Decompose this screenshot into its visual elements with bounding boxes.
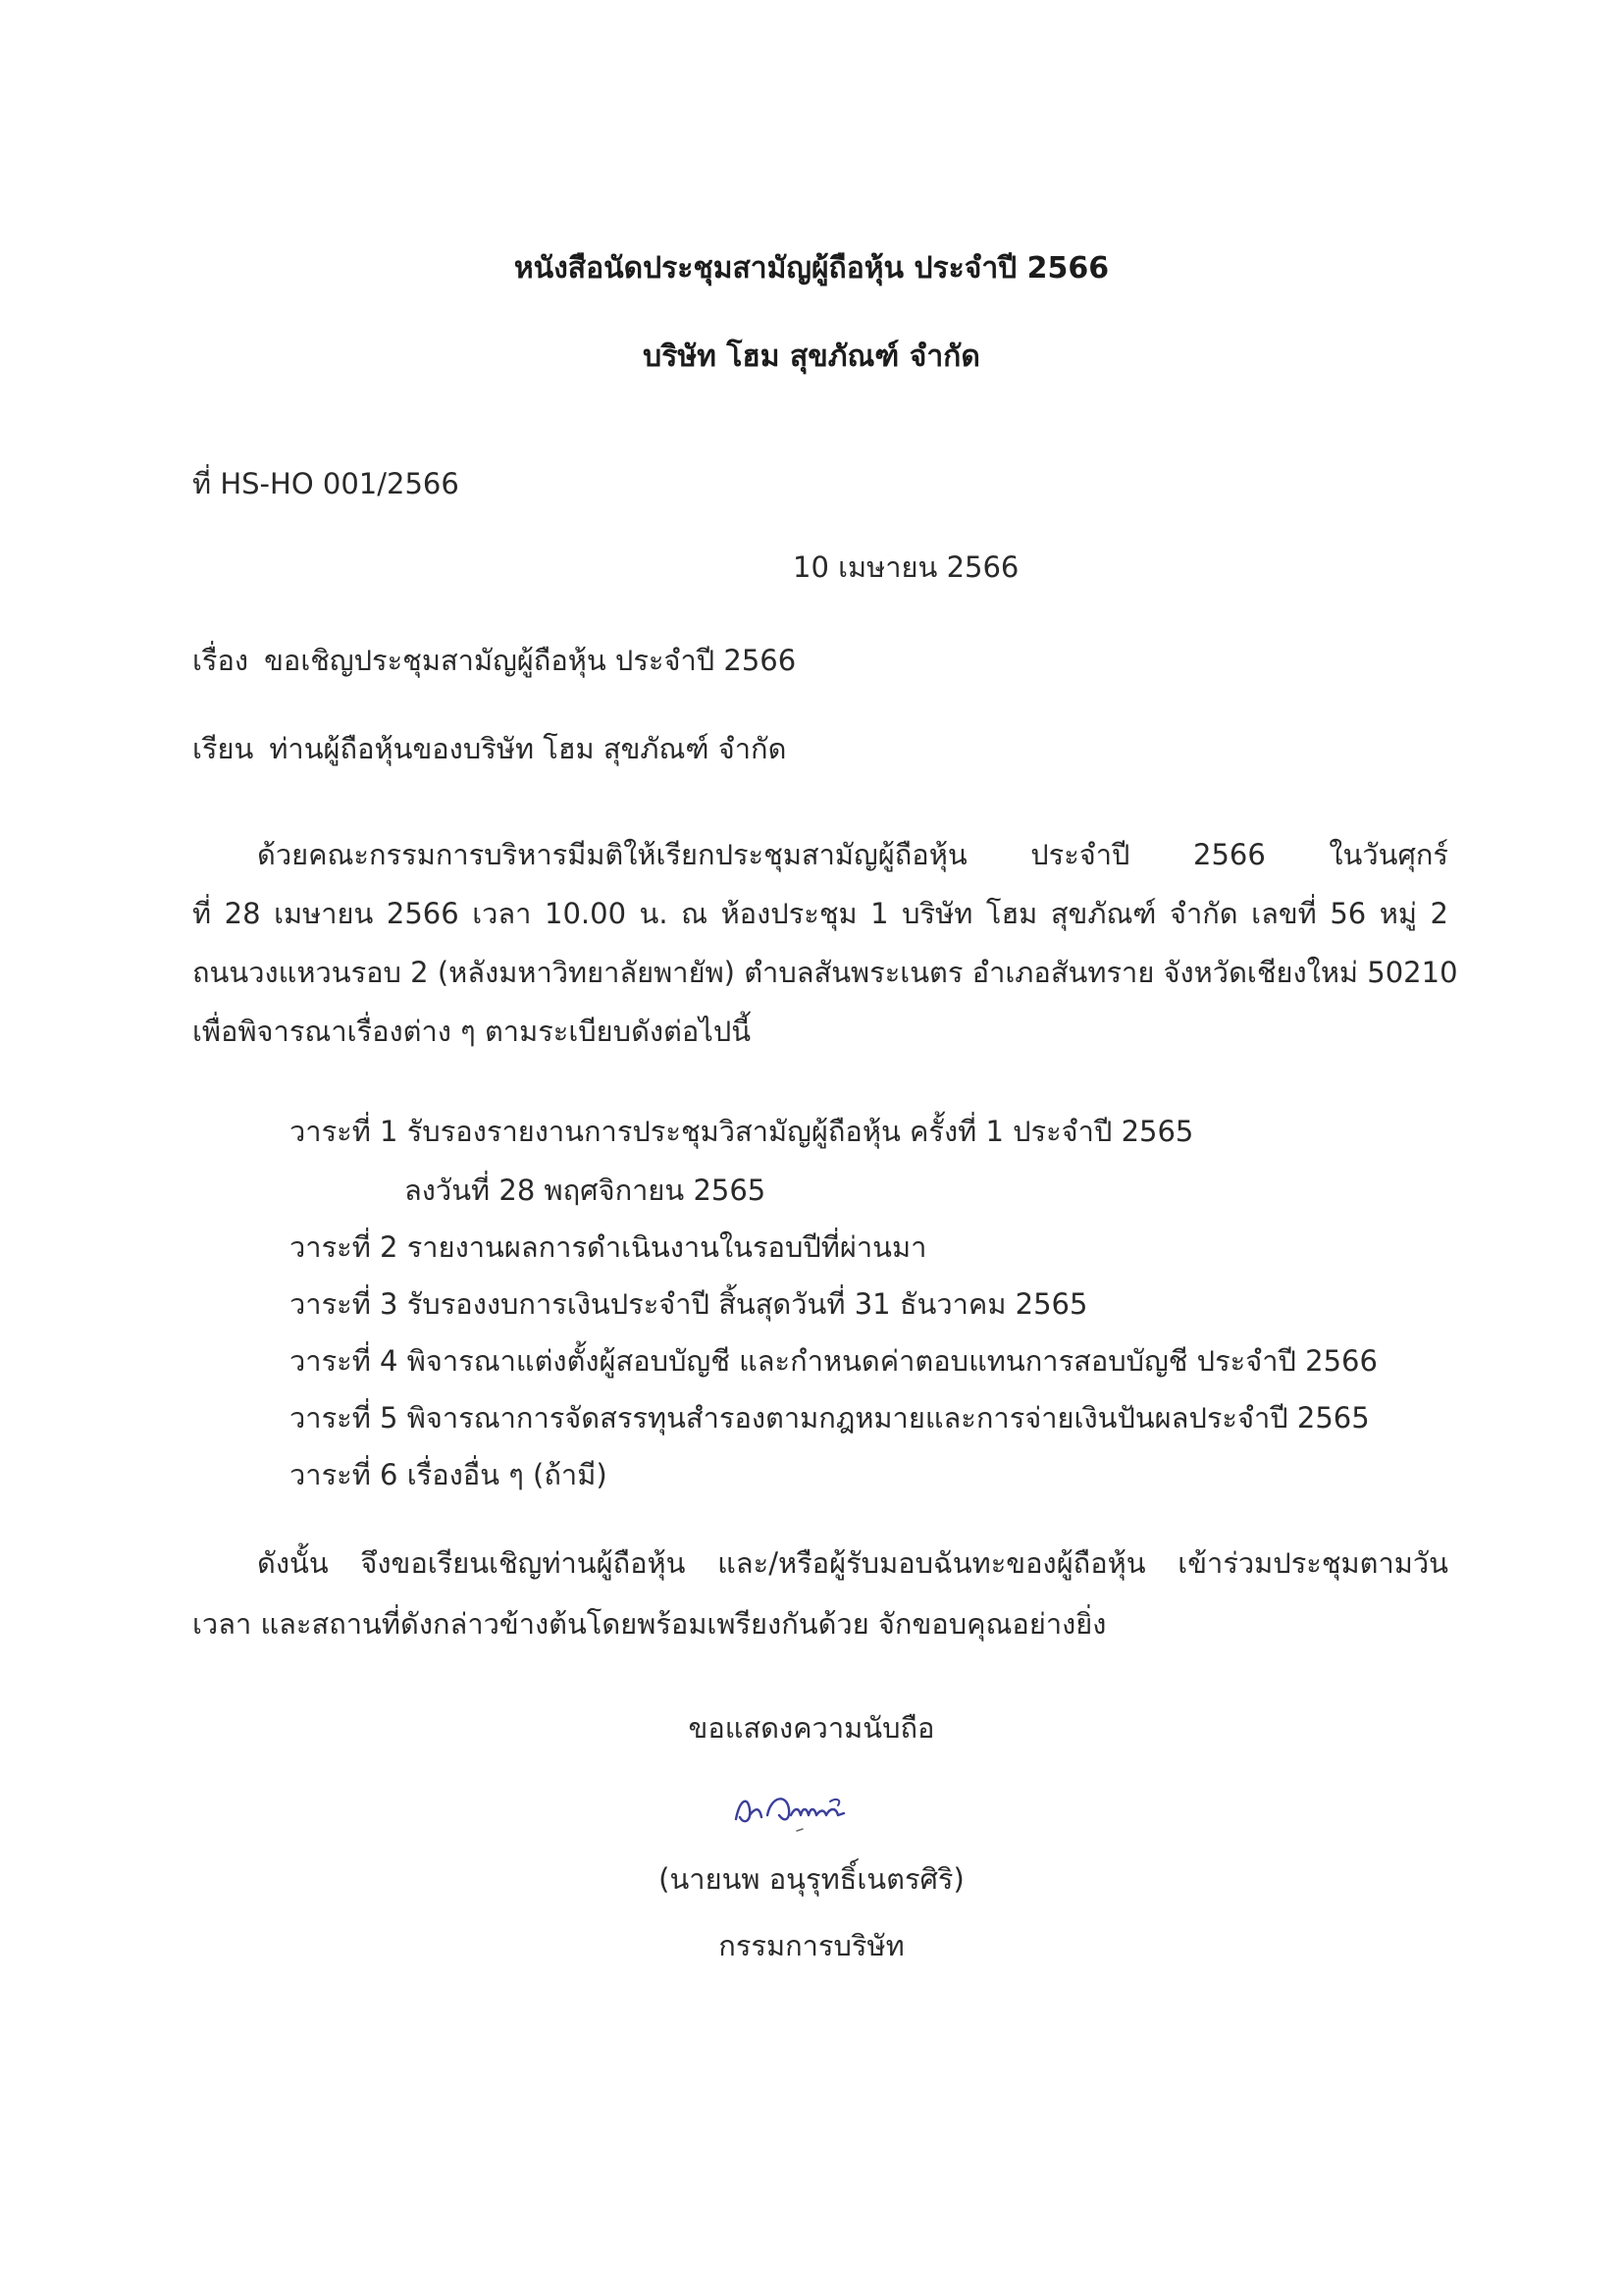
closing-salutation: ขอแสดงความนับถือ <box>688 1711 935 1745</box>
intro-line: ถนนวงแหวนรอบ 2 (หลังมหาวิทยาลัยพายัพ) ตำบลสันพระเนตร อำเภอสันทราย จังหวัดเชียงใหม่ 50210 <box>192 956 1458 989</box>
company-name: บริษัท โฮม สุขภัณฑ์ จำกัด <box>643 339 980 374</box>
subject-label: เรื่อง <box>192 644 249 677</box>
recipient-text: ท่านผู้ถือหุ้นของบริษัท โฮม สุขภัณฑ์ จำกัด <box>269 732 787 765</box>
intro-line: ด้วยคณะกรรมการบริหารมีมติให้เรียกประชุมสามัญผู้ถือหุ้น ประจำปี 2566 ในวันศุกร์ <box>257 838 1448 871</box>
intro-line: เพื่อพิจารณาเรื่องต่าง ๆ ตามระเบียบดังต่อไปนี้ <box>192 1015 752 1048</box>
agenda-item-1-continued: ลงวันที่ 28 พฤศจิกายน 2565 <box>404 1174 766 1207</box>
agenda-item-5: วาระที่ 5 พิจารณาการจัดสรรทุนสำรองตามกฎหมายและการจ่ายเงินปันผลประจำปี 2565 <box>289 1401 1370 1435</box>
intro-line: ที่ 28 เมษายน 2566 เวลา 10.00 น. ณ ห้องประชุม 1 บริษัท โฮม สุขภัณฑ์ จำกัด เลขที่ 56 หมู่ 2 <box>192 897 1448 930</box>
agenda-item-2: วาระที่ 2 รายงานผลการดำเนินงานในรอบปีที่ผ่านมา <box>289 1230 927 1264</box>
handwritten-signature <box>728 1786 885 1833</box>
subject-line <box>192 638 796 683</box>
agenda-item-4: วาระที่ 4 พิจารณาแต่งตั้งผู้สอบบัญชี และกำหนดค่าตอบแทนการสอบบัญชี ประจำปี 2566 <box>289 1344 1378 1378</box>
signer-name: (นายนพ อนุรุทธิ์เนตรศิริ) <box>658 1862 965 1896</box>
invite-line: ดังนั้น จึงขอเรียนเชิญท่านผู้ถือหุ้น และ/หรือผู้รับมอบฉันทะของผู้ถือหุ้น เข้าร่วมประชุมตามวัน <box>257 1546 1448 1580</box>
document-title: หนังสือนัดประชุมสามัญผู้ถือหุ้น ประจำปี 2566 <box>513 251 1110 286</box>
recipient-line <box>192 726 786 771</box>
invite-line: เวลา และสถานที่ดังกล่าวข้างต้นโดยพร้อมเพรียงกันด้วย จักขอบคุณอย่างยิ่ง <box>192 1607 1107 1641</box>
reference-number: ที่ HS-HO 001/2566 <box>192 467 459 500</box>
document-date: 10 เมษายน 2566 <box>793 550 1020 584</box>
signer-title: กรรมการบริษัท <box>718 1929 905 1962</box>
subject-text: ขอเชิญประชุมสามัญผู้ถือหุ้น ประจำปี 2566 <box>264 644 797 677</box>
agenda-item-6: วาระที่ 6 เรื่องอื่น ๆ (ถ้ามี) <box>289 1458 607 1491</box>
agenda-item-1: วาระที่ 1 รับรองรายงานการประชุมวิสามัญผู้ถือหุ้น ครั้งที่ 1 ประจำปี 2565 <box>289 1115 1194 1148</box>
agenda-item-3: วาระที่ 3 รับรองงบการเงินประจำปี สิ้นสุดวันที่ 31 ธันวาคม 2565 <box>289 1287 1088 1321</box>
recipient-label: เรียน <box>192 732 254 765</box>
